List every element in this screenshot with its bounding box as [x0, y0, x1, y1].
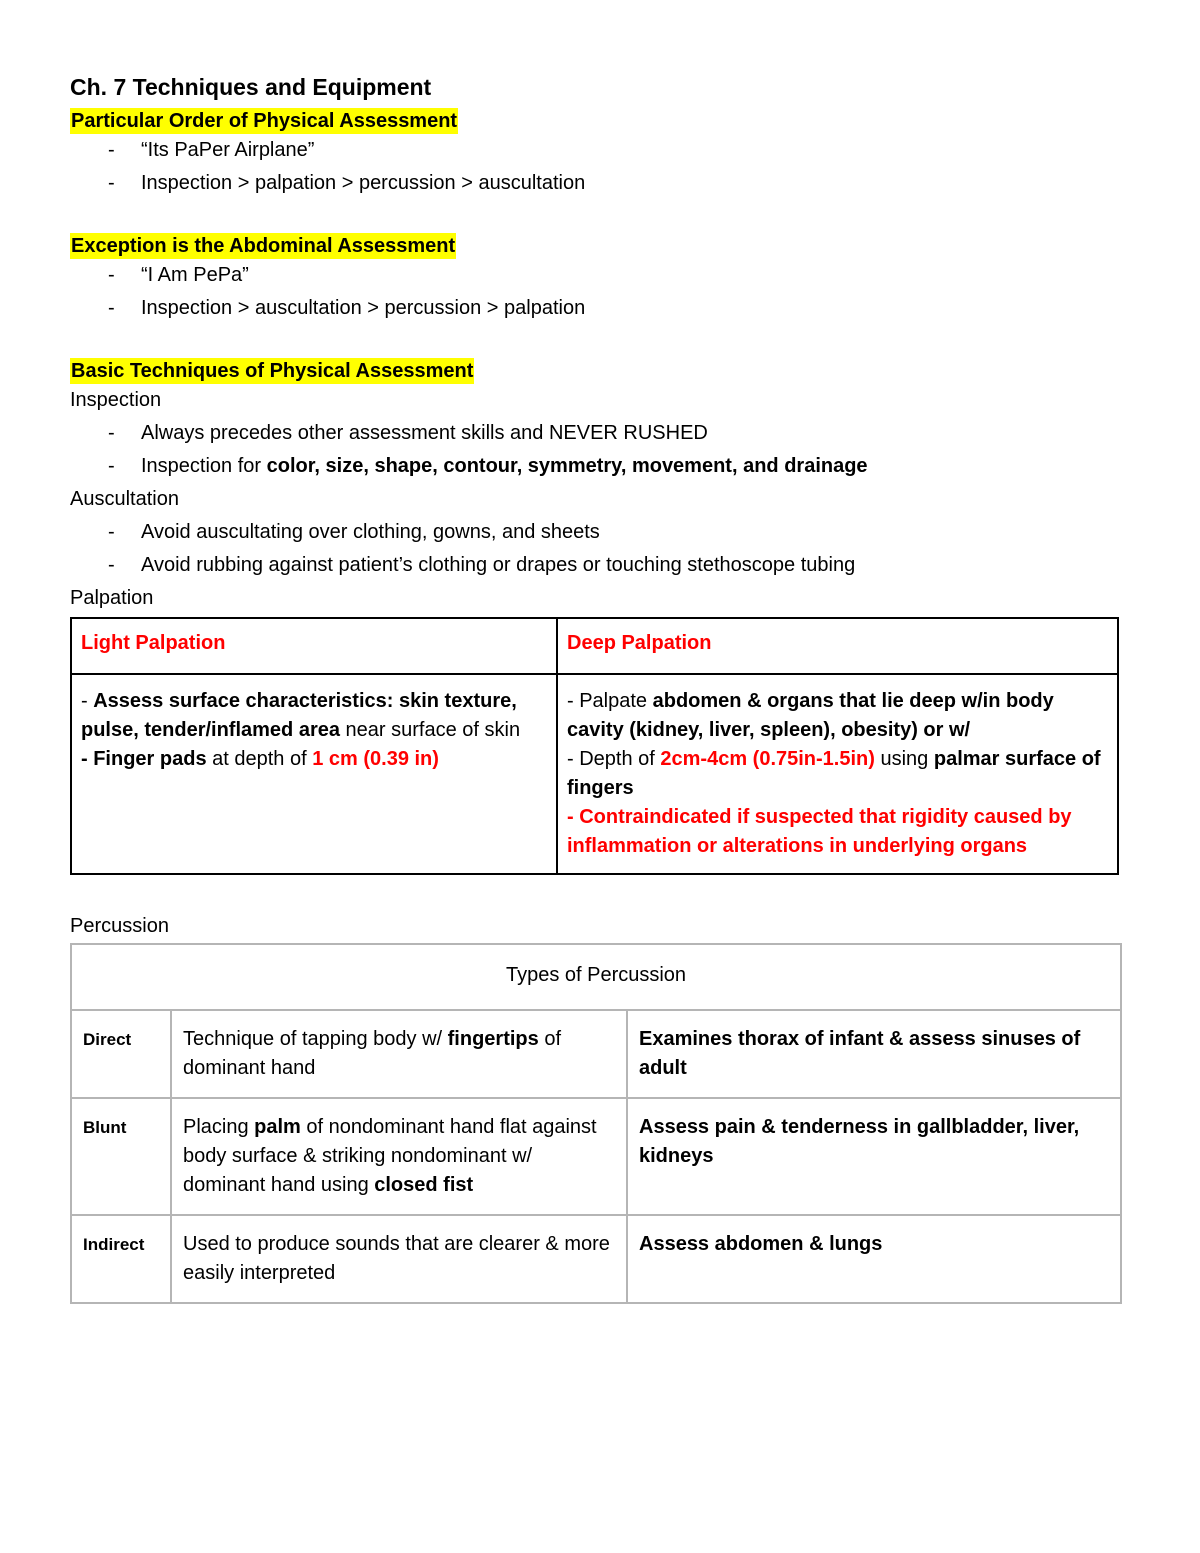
exception-list [70, 259, 1130, 325]
table-row [71, 1010, 1121, 1098]
table-row [71, 618, 1118, 674]
deep-palpation-cell: - Palpate abdomen & organs that lie deep w/in body cavity (kidney, liver, spleen), obesity) or w/ - Depth of 2cm-4cm (0.75in-1.5in) using palmar surface of fingers - Contraindicated if suspected that rigidity caused by inflammation or alterations in underlying organs [557, 674, 1118, 874]
table-row [71, 944, 1121, 1010]
list-item: - “I Am PePa” [108, 259, 1130, 292]
list-item: - Avoid auscultating over clothing, gowns, and sheets [108, 516, 1130, 549]
auscultation-list [70, 516, 1130, 582]
percussion-label: Percussion [70, 915, 169, 937]
row-label: Blunt [71, 1098, 171, 1215]
row-use: Assess abdomen & lungs [627, 1215, 1121, 1303]
table-row [71, 674, 1118, 874]
list-item: - Avoid rubbing against patient’s clothing or drapes or touching stethoscope tubing [108, 549, 1130, 582]
exception-section [70, 233, 1130, 325]
palpation-label: Palpation [70, 587, 154, 609]
deep-palpation-header: Deep Palpation [557, 618, 1118, 674]
row-label: Direct [71, 1010, 171, 1098]
row-use: Assess pain & tenderness in gallbladder, liver, kidneys [627, 1098, 1121, 1215]
row-description: Placing palm of nondominant hand flat against body surface & striking nondominant w/ dominant hand using closed fist [171, 1098, 627, 1215]
order-section [70, 108, 1130, 200]
document-page [70, 72, 1130, 1304]
row-use: Examines thorax of infant & assess sinuses of adult [627, 1010, 1121, 1098]
row-label: Indirect [71, 1215, 171, 1303]
list-item: - “Its PaPer Airplane” [108, 134, 1130, 167]
order-heading: Particular Order of Physical Assessment [71, 110, 458, 132]
palpation-table [70, 617, 1119, 875]
light-palpation-header: Light Palpation [71, 618, 557, 674]
light-palpation-cell: - Assess surface characteristics: skin texture, pulse, tender/inflamed area near surface of skin - Finger pads at depth of 1 cm (0.39 in) [71, 674, 557, 874]
percussion-table-title: Types of Percussion [71, 944, 1121, 1010]
order-list [70, 134, 1130, 200]
exception-heading: Exception is the Abdominal Assessment [71, 235, 456, 257]
row-description: Used to produce sounds that are clearer & more easily interpreted [171, 1215, 627, 1303]
list-item: - Always precedes other assessment skills and NEVER RUSHED [108, 417, 1130, 450]
basic-heading: Basic Techniques of Physical Assessment [71, 360, 474, 382]
page-title: Ch. 7 Techniques and Equipment [70, 74, 432, 100]
basic-techniques-section [70, 358, 1130, 875]
inspection-label: Inspection [70, 389, 162, 411]
table-row [71, 1098, 1121, 1215]
row-description: Technique of tapping body w/ fingertips of dominant hand [171, 1010, 627, 1098]
table-row [71, 1215, 1121, 1303]
list-item: - Inspection for color, size, shape, contour, symmetry, movement, and drainage [108, 450, 1130, 483]
auscultation-label: Auscultation [70, 488, 179, 510]
list-item: - Inspection > palpation > percussion > auscultation [108, 167, 1130, 200]
inspection-list [70, 417, 1130, 483]
list-item: - Inspection > auscultation > percussion > palpation [108, 292, 1130, 325]
percussion-table [70, 943, 1122, 1304]
